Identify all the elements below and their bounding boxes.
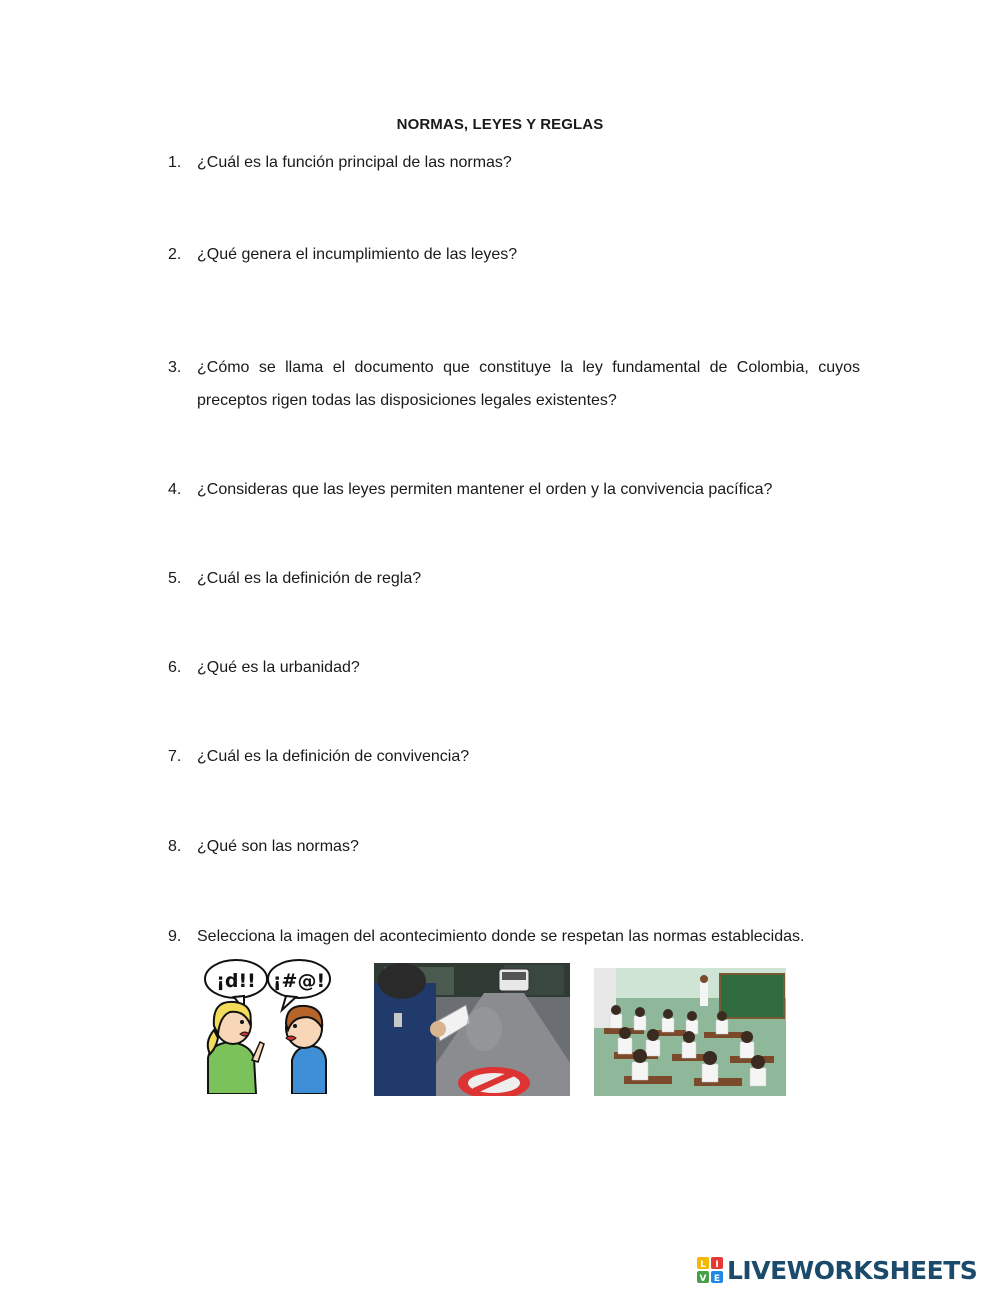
question-number: 5. — [168, 570, 182, 587]
liveworksheets-logo-icon — [697, 1257, 723, 1283]
logo-letter: E — [713, 1274, 721, 1283]
question-text: ¿Qué es la urbanidad? — [197, 659, 360, 676]
police-ticket-image[interactable] — [374, 963, 570, 1096]
logo-letter: I — [715, 1260, 719, 1270]
question-number: 1. — [168, 154, 182, 171]
question-1 — [168, 146, 860, 179]
question-5 — [168, 562, 860, 595]
question-text: ¿Qué son las normas? — [197, 838, 359, 855]
classroom-image[interactable] — [594, 968, 786, 1096]
question-number: 6. — [168, 659, 182, 676]
bubble-left-text: ¡d!! — [216, 970, 256, 992]
question-9 — [168, 920, 860, 953]
worksheet-title: NORMAS, LEYES Y REGLAS — [396, 116, 604, 133]
logo-letter: L — [700, 1260, 706, 1270]
bubble-right-text: ¡#@! — [272, 970, 326, 992]
question-number: 8. — [168, 838, 182, 855]
question-text: ¿Cuál es la función principal de las normas? — [197, 154, 512, 171]
question-text: ¿Consideras que las leyes permiten mantener el orden y la convivencia pacífica? — [197, 481, 773, 498]
question-text: Selecciona la imagen del acontecimiento donde se respetan las normas establecidas. — [197, 928, 805, 945]
liveworksheets-brand — [697, 1253, 977, 1287]
question-number: 4. — [168, 481, 182, 498]
question-3 — [168, 351, 860, 417]
question-number: 3. — [168, 359, 182, 376]
question-6 — [168, 651, 860, 684]
brand-name: LIVEWORKSHEETS — [727, 1255, 978, 1285]
question-text: ¿Cuál es la definición de regla? — [197, 570, 422, 587]
question-text: ¿Qué genera el incumplimiento de las leyes? — [197, 246, 518, 263]
question-number: 9. — [168, 928, 182, 945]
street-photo — [374, 963, 570, 1096]
classroom-photo — [594, 968, 786, 1096]
question-number: 2. — [168, 246, 182, 263]
logo-letter: V — [699, 1274, 707, 1283]
question-8 — [168, 830, 860, 863]
question-4 — [168, 473, 860, 506]
question-number: 7. — [168, 748, 182, 765]
question-7 — [168, 740, 860, 773]
argument-illustration — [200, 958, 332, 1094]
question-text: ¿Cómo se llama el documento que constituye la ley fundamental de Colombia, cuyos preceptos rigen todas las disposiciones legales existentes? — [197, 359, 860, 409]
argument-image[interactable] — [200, 958, 332, 1094]
question-text: ¿Cuál es la definición de convivencia? — [197, 748, 470, 765]
question-2 — [168, 238, 860, 271]
